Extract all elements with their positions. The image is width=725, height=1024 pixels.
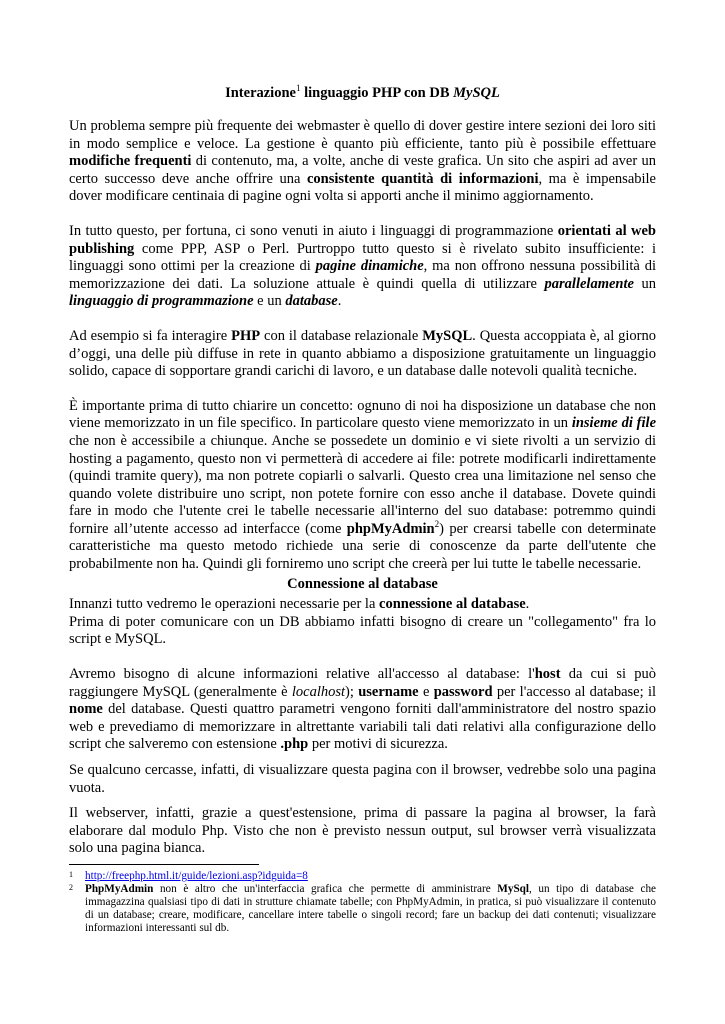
section-heading: Connessione al database [287, 575, 438, 592]
paragraph-intro: Un problema sempre più frequente dei webmaster è quello di dover gestire intere sezioni dei loro siti in modo semplice e veloce. La gestione è quanto più efficiente, tanto più è possibile effettuare modifiche frequenti di contenuto, ma, a volte, anche di veste grafica. Un sito che aspiri ad aver un certo successo deve anche offrire una consistente quantità di informazioni, ma è impensabile dover modificare centinaia di pagine ogni volta si apporti anche il minimo aggiornamento. [69, 118, 656, 205]
footnote-separator [69, 864, 259, 865]
paragraph-web-languages: In tutto questo, per fortuna, ci sono venuti in aiuto i linguaggi di programmazione orientati al web publishing come PPP, ASP o Perl. Purtroppo tutto questo si è rivelato subito insufficiente: i linguaggi sono ottimi per la creazione di pagine dinamiche, ma non offrono nessuna possibilità di memorizzazione dei dati. La soluzione attuale è quindi quella di utilizzare parallelamente un linguaggio di programmazione e un database. [69, 222, 656, 310]
paragraph-php-mysql: Ad esempio si fa interagire PHP con il database relazionale MySQL. Questa accoppiata è, al giorno d’oggi, una delle più diffuse in rete in quanto abbiamo a disposizione gratuitamente un linguaggio solido, capace di sopportare grandi carichi di lavoro, e un database dalle notevoli qualità tecniche. [69, 327, 656, 380]
paragraph-connection: Innanzi tutto vedremo le operazioni necessarie per la connessione al database. Prima di poter comunicare con un DB abbiamo infatti bisogno di creare un "collegamento" fra lo script e MySQL. [69, 596, 656, 648]
paragraph-empty-page: Se qualcuno cercasse, infatti, di visualizzare questa pagina con il browser, vedrebbe solo una pagina vuota. [69, 762, 656, 796]
footnote-1: 1 http://freephp.html.it/guide/lezioni.asp?idguida=8 [69, 869, 308, 882]
footnote-link[interactable]: http://freephp.html.it/guide/lezioni.asp?idguida=8 [85, 869, 308, 882]
footnote-ref-2[interactable]: 2 [434, 519, 440, 530]
document-page [69, 84, 656, 935]
paragraph-parameters: Avremo bisogno di alcune informazioni relative all'accesso al database: l'host da cui si può raggiungere MySQL (generalmente è localhost); username e password per l'accesso al database; il nome del database. Questi quattro parametri vengono forniti dall'amministratore del nostro spazio web e prevediamo di memorizzare in altrettante variabili tali dati relativi alla configurazione dello script che salveremo con estensione .php per motivi di sicurezza. [69, 666, 656, 753]
footnote-ref-1[interactable]: 1 [295, 83, 301, 94]
document-title: Interazione$^1$ linguaggio PHP con DB MySQL [225, 83, 500, 101]
footnote-2: 2 PhpMyAdmin non è altro che un'interfaccia grafica che permette di amministrare MySql, un tipo di database che immagazzina qualsiasi tipo di dati in strutture chiamate tabelle; con PhpMyAdmin, in pratica, si può visualizzare il contenuto di un database; creare, modificare, cancellare intere tabelle o singoli record; fare un backup dei dati contenuti; visualizzare informazioni interessanti sul db. [69, 882, 656, 934]
paragraph-database-concept: È importante prima di tutto chiarire un concetto: ognuno di noi ha disposizione un database che non viene memorizzato in un file specifico. In particolare questo viene memorizzato in un insieme di file che non è accessibile a chiunque. Anche se possedete un dominio e vi siete rivolti a un servizio di hosting a pagamento, questo non vi permetterà di accedere ai file: potrete modificarli indirettamente (quindi tramite query), ma non potrete copiarli o salvarli. Questo crea una limitazione nel senso che quando volete distribuire uno script, non potete fornire con esso anche il database. Dovete quindi fare in modo che l'utente crei le tabelle necessarie all'interno del suo database: potremmo quindi fornire all’utente accesso ad interfacce (come phpMyAdmin$^2$) per crearsi tabelle con determinate caratteristiche ma questo metodo richiede una serie di conoscenze da parte dell'utente che probabilmente non ha. Quindi gli forniremo uno script che creerà per lui tutte le tabelle necessarie. [69, 397, 656, 573]
paragraph-webserver: Il webserver, infatti, grazie a quest'estensione, prima di passare la pagina al browser, la farà elaborare dal modulo Php. Visto che non è previsto nessun output, sul browser verrà visualizzata solo una pagina bianca. [69, 805, 656, 857]
